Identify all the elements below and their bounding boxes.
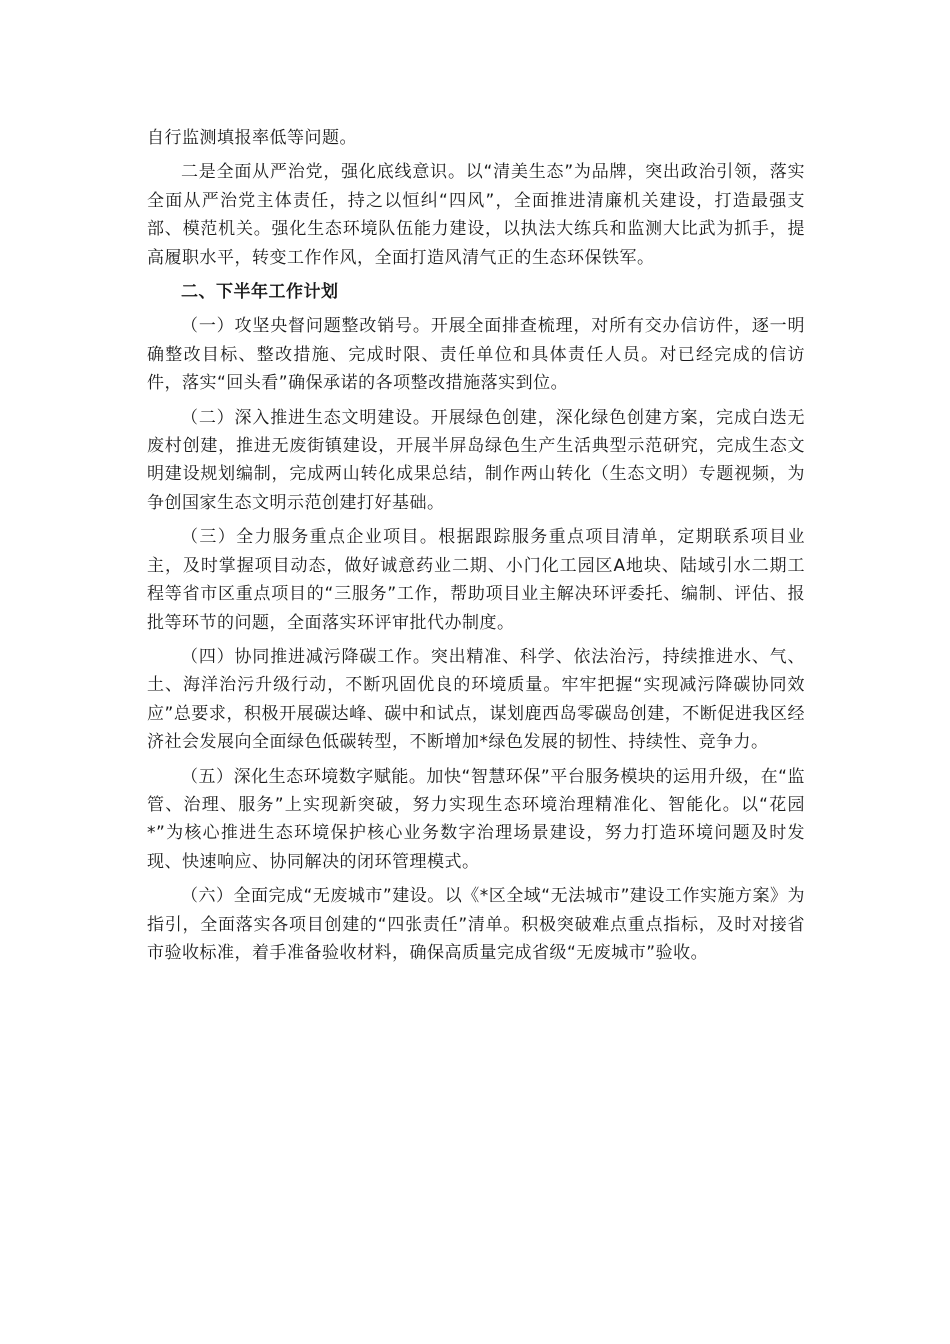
paragraph-party-discipline: 二是全面从严治党，强化底线意识。以“清美生态”为品牌，突出政治引领，落实全面从严治党主体责任，持之以恒纠“四风”，全面推进清廉机关建设，打造最强支部、模范机关。强化生态环境队伍能力建设，以执法大练兵和监测大比武为抓手，提高履职水平，转变工作作风，全面打造风清气正的生态环保铁军。	[147, 162, 805, 268]
paragraph-plan-3: （三）全力服务重点企业项目。根据跟踪服务重点项目清单，定期联系项目业主，及时掌握项目动态，做好诚意药业二期、小门化工园区A地块、陆域引水二期工程等省市区重点项目的“三服务”工作，帮助项目业主解决环评委托、编制、评估、报批等环节的问题，全面落实环评审批代办制度。	[147, 527, 805, 633]
section-heading-work-plan: 二、下半年工作计划	[181, 282, 339, 303]
paragraph-plan-6: （六）全面完成“无废城市”建设。以《*区全域“无法城市”建设工作实施方案》为指引，全面落实各项目创建的“四张责任”清单。积极突破难点重点指标，及时对接省市验收标准，着手准备验收材料，确保高质量完成省级“无废城市”验收。	[147, 886, 805, 963]
paragraph-plan-1: （一）攻坚央督问题整改销号。开展全面排查梳理，对所有交办信访件，逐一明确整改目标、整改措施、完成时限、责任单位和具体责任人员。对已经完成的信访件，落实“回头看”确保承诺的各项整改措施落实到位。	[147, 316, 805, 394]
paragraph-plan-4: （四）协同推进减污降碳工作。突出精准、科学、依法治污，持续推进水、气、土、海洋治污升级行动，不断巩固优良的环境质量。牢牢把握“实现减污降碳协同效应”总要求，积极开展碳达峰、碳中和试点，谋划鹿西岛零碳岛创建，不断促进我区经济社会发展向全面绿色低碳转型，不断增加*绿色发展的韧性、持续性、竞争力。	[147, 646, 805, 753]
document-body	[147, 124, 805, 973]
paragraph-continuation: 自行监测填报率低等问题。	[147, 128, 357, 148]
paragraph-plan-2: （二）深入推进生态文明建设。开展绿色创建，深化绿色创建方案，完成白迭无废村创建，推进无废街镇建设，开展半屏岛绿色生产生活典型示范研究，完成生态文明建设规划编制，完成两山转化成果总结，制作两山转化（生态文明）专题视频，为争创国家生态文明示范创建打好基础。	[147, 407, 805, 513]
paragraph-plan-5: （五）深化生态环境数字赋能。加快“智慧环保”平台服务模块的运用升级，在“监管、治理、服务”上实现新突破，努力实现生态环境治理精准化、智能化。以“花园*”为核心推进生态环境保护核心业务数字治理场景建设，努力打造环境问题及时发现、快速响应、协同解决的闭环管理模式。	[147, 766, 805, 872]
